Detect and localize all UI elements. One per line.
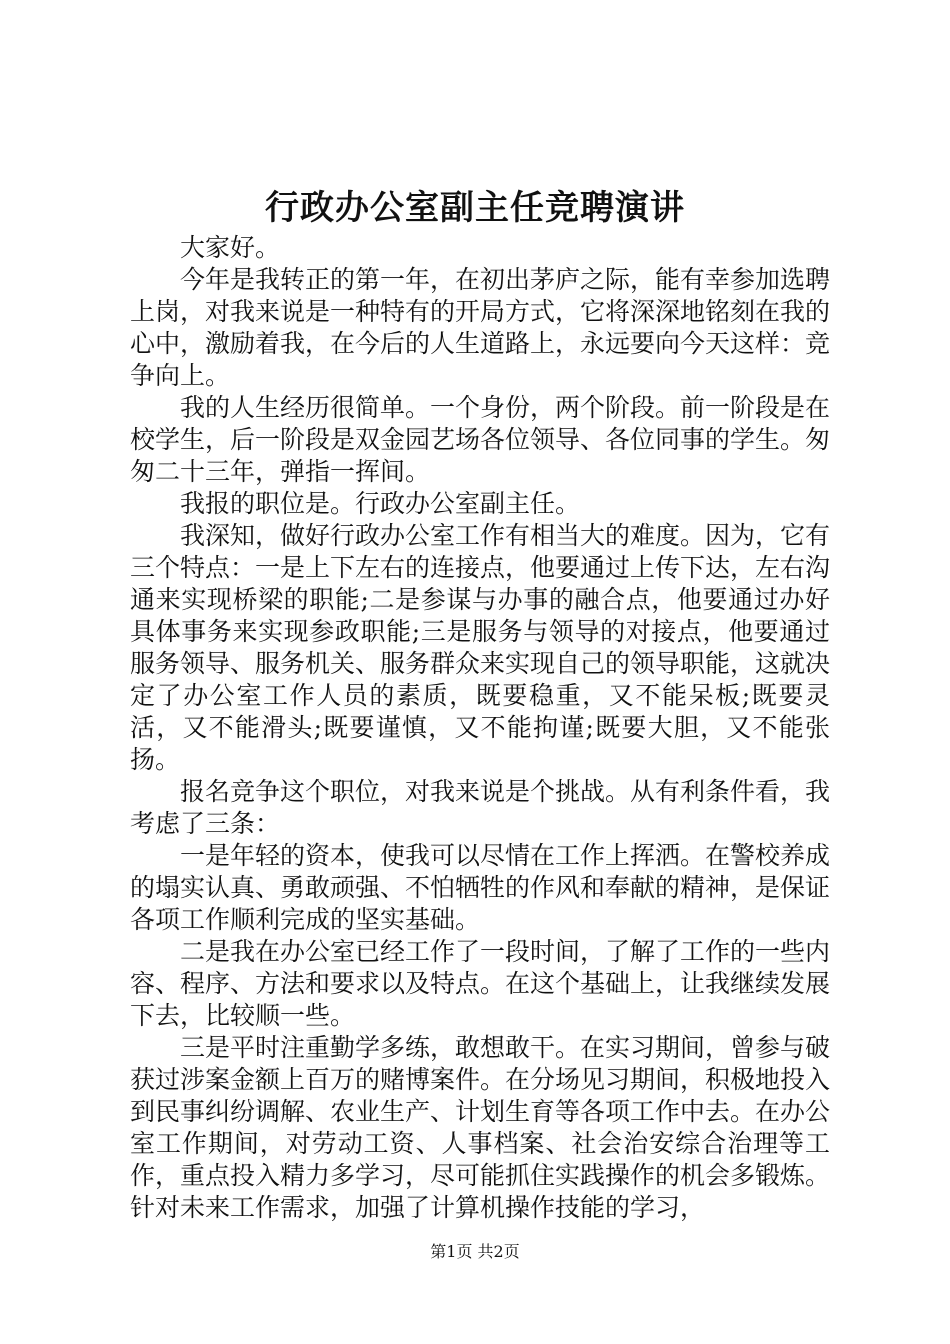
paragraph: 今年是我转正的第一年，在初出茅庐之际，能有幸参加选聘上岗，对我来说是一种特有的开局方式，它将深深地铭刻在我的心中，激励着我，在今后的人生道路上，永远要向今天这样：竞争向上。: [130, 265, 831, 390]
paragraph: 二是我在办公室已经工作了一段时间，了解了工作的一些内容、程序、方法和要求以及特点。在这个基础上，让我继续发展下去，比较顺一些。: [130, 937, 831, 1030]
paragraph: 三是平时注重勤学多练，敢想敢干。在实习期间，曾参与破获过涉案金额上百万的赌博案件。在分场见习期间，积极地投入到民事纠纷调解、农业生产、计划生育等各项工作中去。在办公室工作期间，对劳动工资、人事档案、社会治安综合治理等工作，重点投入精力多学习，尽可能抓住实践操作的机会多锻炼。针对未来工作需求，加强了计算机操作技能的学习，: [130, 1033, 831, 1222]
paragraph: 一是年轻的资本，使我可以尽情在工作上挥洒。在警校养成的塌实认真、勇敢顽强、不怕牺牲的作风和奉献的精神，是保证各项工作顺利完成的坚实基础。: [130, 841, 831, 934]
paragraph: 我报的职位是。行政办公室副主任。: [180, 489, 581, 518]
paragraph: 报名竞争这个职位，对我来说是个挑战。从有利条件看，我考虑了三条：: [130, 777, 831, 838]
paragraph: 我深知，做好行政办公室工作有相当大的难度。因为，它有三个特点：一是上下左右的连接点，他要通过上传下达，左右沟通来实现桥梁的职能;二是参谋与办事的融合点，他要通过办好具体事务来实现参政职能;三是服务与领导的对接点，他要通过服务领导、服务机关、服务群众来实现自己的领导职能，这就决定了办公室工作人员的素质，既要稳重，又不能呆板;既要灵活，又不能滑头;既要谨慎，又不能拘谨;既要大胆，又不能张扬。: [130, 521, 831, 774]
paragraph: 我的人生经历很简单。一个身份，两个阶段。前一阶段是在校学生，后一阶段是双金园艺场各位领导、各位同事的学生。匆匆二十三年，弹指一挥间。: [130, 393, 831, 486]
document-body: [130, 232, 830, 1224]
paragraph-greeting: 大家好。: [180, 233, 281, 262]
page-footer: 第1页 共2页: [430, 1242, 520, 1261]
document-title: 行政办公室副主任竞聘演讲: [265, 188, 685, 228]
